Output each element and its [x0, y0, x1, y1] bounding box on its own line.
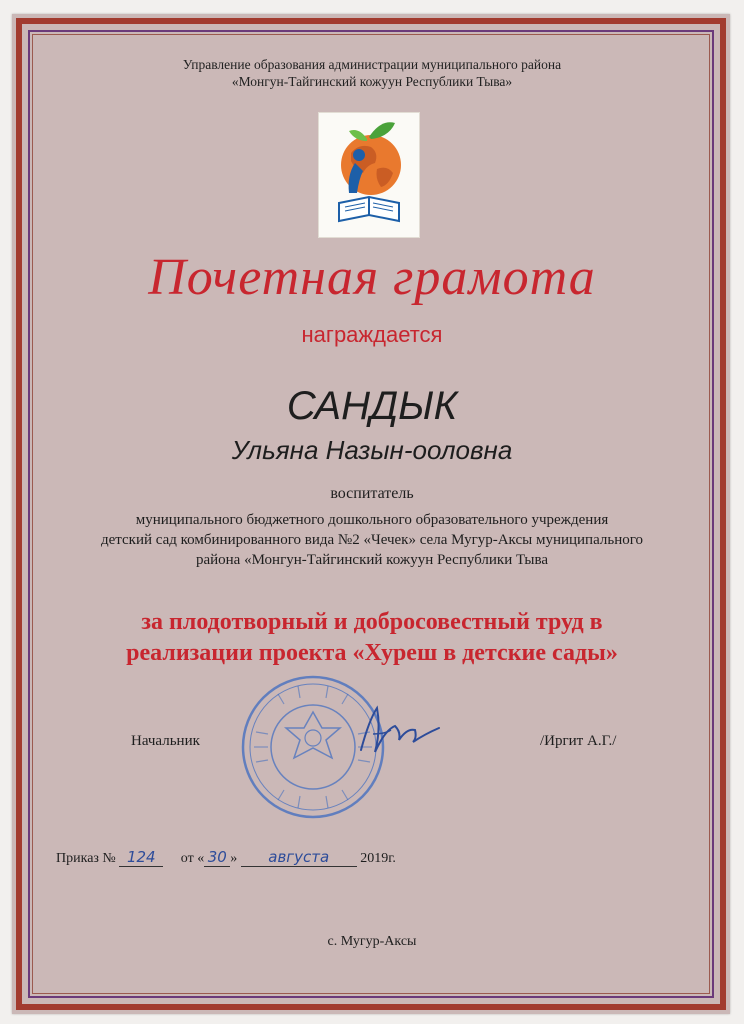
awarded-caption: награждается — [301, 322, 443, 347]
order-line — [56, 848, 396, 867]
award-reason-line-1: за плодотворный и добросовестный труд в — [141, 609, 603, 635]
organization-line-2: детский сад комбинированного вида №2 «Чечек» села Мугур-Аксы муниципального — [101, 532, 643, 548]
handwritten-signature-icon — [355, 690, 445, 770]
organization-block — [0, 510, 744, 570]
recipient-given-names: Ульяна Назын-ооловна — [231, 435, 513, 465]
signatory-role: Начальник — [131, 733, 200, 749]
order-close-quote: » — [230, 851, 238, 866]
order-from: от « — [180, 851, 205, 866]
award-reason-line-2: реализации проекта «Хуреш в детские сады» — [126, 640, 618, 666]
order-prefix: Приказ № — [56, 851, 116, 866]
education-globe-book-logo-icon — [318, 112, 420, 238]
organization-line-1: муниципального бюджетного дошкольного образовательного учреждения — [135, 512, 609, 528]
signatory-name: /Иргит А.Г./ — [540, 733, 617, 749]
order-year: 2019г. — [360, 851, 396, 866]
recipient-surname: САНДЫК — [286, 384, 458, 428]
issuer-line-1: Управление образования администрации муниципального района — [182, 57, 562, 72]
order-day: 30 — [204, 848, 230, 867]
certificate-title: Почетная грамота — [148, 249, 596, 306]
order-number: 124 — [119, 848, 163, 867]
award-reason — [0, 607, 744, 669]
recipient-position: воспитатель — [330, 485, 414, 502]
order-month: августа — [241, 848, 357, 867]
issue-place: с. Мугур-Аксы — [327, 934, 417, 949]
issuer-header — [0, 56, 744, 90]
organization-line-3: района «Монгун-Тайгинский кожуун Республики Тыва — [195, 552, 549, 568]
issuer-line-2: «Монгун-Тайгинский кожуун Республики Тыва» — [231, 74, 513, 89]
